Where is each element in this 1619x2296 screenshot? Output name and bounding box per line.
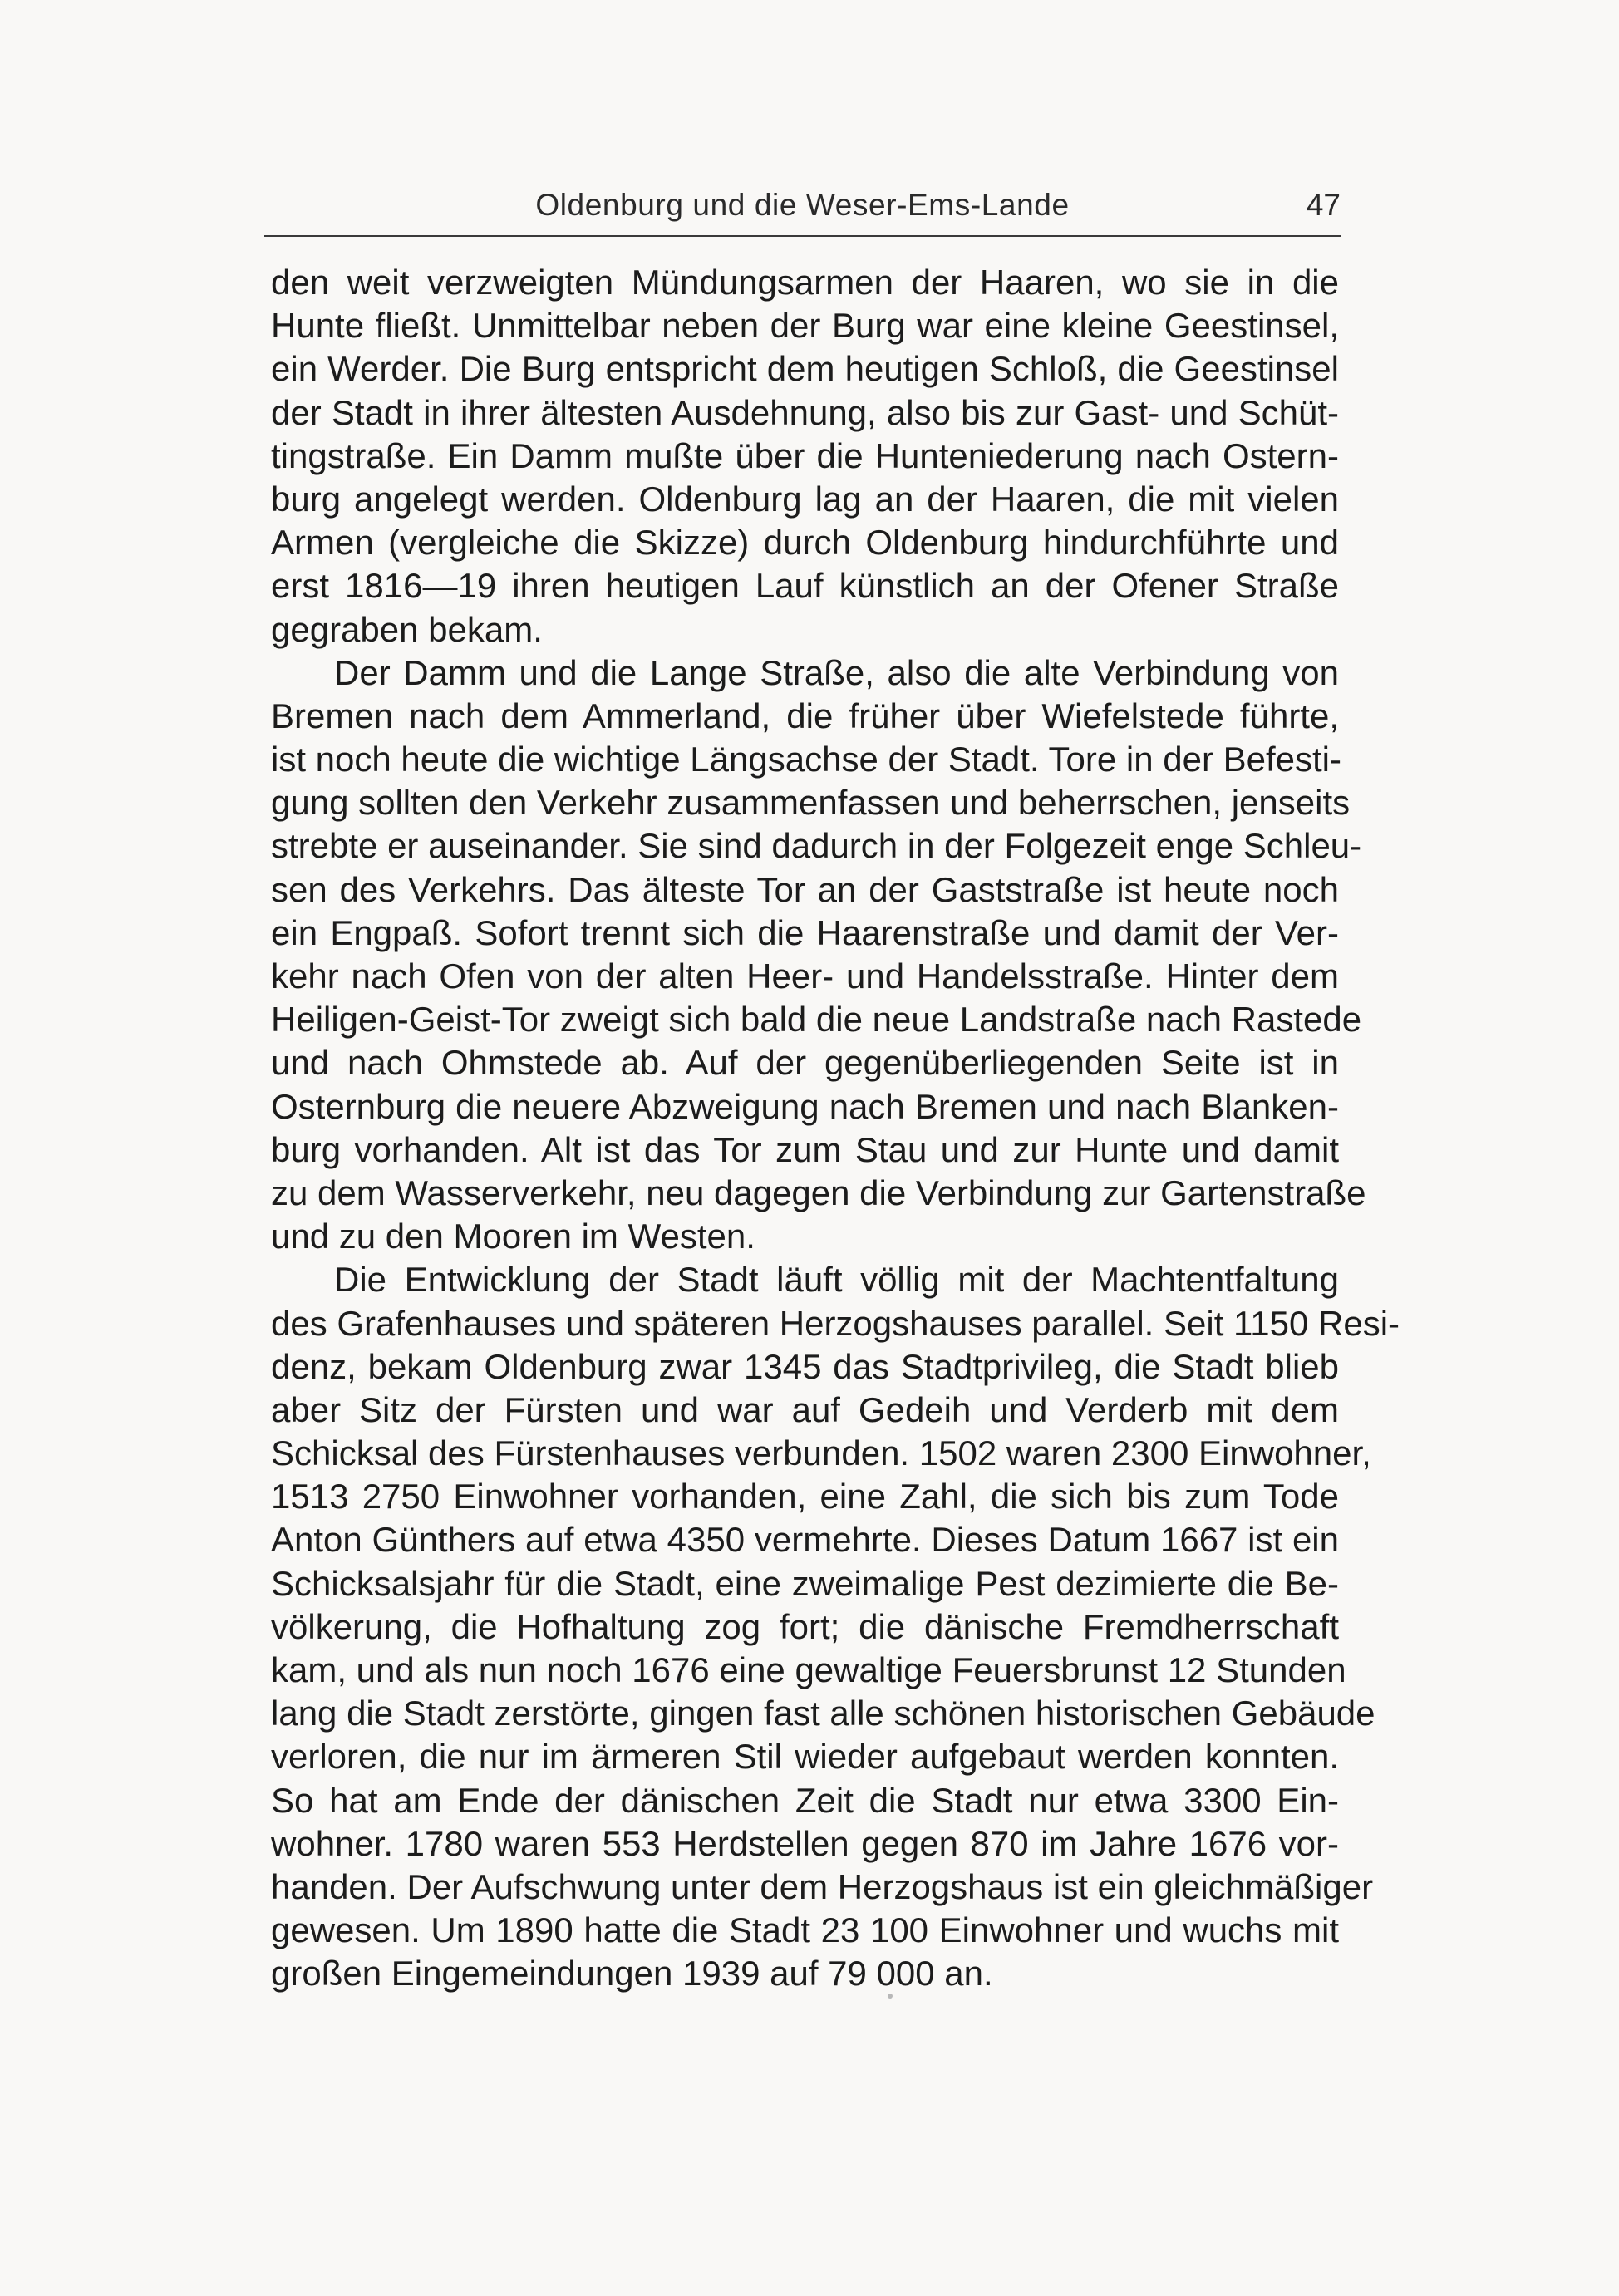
text-line: burg angelegt werden. Oldenburg lag an der Haaren, die mit vielen bbox=[271, 479, 1339, 519]
text-line: denz, bekam Oldenburg zwar 1345 das Stadtprivileg, die Stadt blieb bbox=[271, 1346, 1339, 1386]
text-line: Schicksalsjahr für die Stadt, eine zweimalige Pest dezimierte die Be- bbox=[271, 1563, 1339, 1603]
running-title: Oldenburg und die Weser-Ems-Lande bbox=[535, 188, 1070, 222]
text-line: erst 1816—19 ihren heutigen Lauf künstlich an der Ofener Straße bbox=[271, 566, 1339, 606]
text-line: gegraben bekam. bbox=[271, 609, 543, 649]
running-head bbox=[264, 186, 1341, 236]
text-line: verloren, die nur im ärmeren Stil wieder aufgebaut werden konnten. bbox=[271, 1737, 1339, 1777]
text-line: Bremen nach dem Ammerland, die früher über Wiefelstede führte, bbox=[271, 696, 1339, 735]
text-line: ein Engpaß. Sofort trennt sich die Haarenstraße und damit der Ver- bbox=[271, 912, 1339, 952]
text-line: wohner. 1780 waren 553 Herdstellen gegen 870 im Jahre 1676 vor- bbox=[271, 1823, 1339, 1863]
text-line: So hat am Ende der dänischen Zeit die Stadt nur etwa 3300 Ein- bbox=[271, 1780, 1339, 1820]
text-line: strebte er auseinander. Sie sind dadurch in der Folgezeit enge Schleu- bbox=[271, 826, 1362, 866]
text-line: gewesen. Um 1890 hatte die Stadt 23 100 Einwohner und wuchs mit bbox=[271, 1910, 1339, 1950]
text-line: den weit verzweigten Mündungsarmen der Haaren, wo sie in die bbox=[271, 263, 1339, 302]
text-line: ist noch heute die wichtige Längsachse der Stadt. Tore in der Befesti- bbox=[271, 740, 1341, 779]
text-line: burg vorhanden. Alt ist das Tor zum Stau und zur Hunte und damit bbox=[271, 1129, 1339, 1169]
text-line: großen Eingemeindungen 1939 auf 79 000 an. bbox=[271, 1954, 993, 1994]
text-line: kam, und als nun noch 1676 eine gewaltige Feuersbrunst 12 Stunden bbox=[271, 1650, 1346, 1689]
body-text bbox=[271, 261, 1400, 1996]
page-number: 47 bbox=[1306, 188, 1341, 222]
text-line: des Grafenhauses und späteren Herzogshauses parallel. Seit 1150 Resi- bbox=[271, 1303, 1400, 1343]
text-line: gung sollten den Verkehr zusammenfassen und beherrschen, jenseits bbox=[271, 783, 1351, 823]
text-line: Armen (vergleiche die Skizze) durch Oldenburg hindurchführte und bbox=[271, 523, 1339, 563]
text-line: Osternburg die neuere Abzweigung nach Bremen und nach Blanken- bbox=[271, 1086, 1339, 1126]
text-line: Die Entwicklung der Stadt läuft völlig mit der Machtentfaltung bbox=[334, 1260, 1339, 1300]
text-line: Heiligen-Geist-Tor zweigt sich bald die neue Landstraße nach Rastede bbox=[271, 1000, 1362, 1040]
text-line: tingstraße. Ein Damm mußte über die Hunteniederung nach Ostern- bbox=[271, 435, 1339, 475]
text-line: sen des Verkehrs. Das älteste Tor an der Gaststraße ist heute noch bbox=[271, 869, 1339, 909]
text-line: kehr nach Ofen von der alten Heer- und Handelsstraße. Hinter dem bbox=[271, 956, 1339, 996]
text-line: Der Damm und die Lange Straße, also die alte Verbindung von bbox=[334, 652, 1339, 692]
text-line: zu dem Wasserverkehr, neu dagegen die Verbindung zur Gartenstraße bbox=[271, 1173, 1366, 1212]
text-line: völkerung, die Hofhaltung zog fort; die dänische Fremdherrschaft bbox=[271, 1606, 1339, 1646]
text-line: handen. Der Aufschwung unter dem Herzogshaus ist ein gleichmäßiger bbox=[271, 1866, 1374, 1906]
text-line: der Stadt in ihrer ältesten Ausdehnung, also bis zur Gast- und Schüt- bbox=[271, 392, 1339, 432]
text-line: und nach Ohmstede ab. Auf der gegenüberliegenden Seite ist in bbox=[271, 1043, 1339, 1083]
print-speck bbox=[888, 1994, 893, 1999]
text-line: lang die Stadt zerstörte, gingen fast alle schönen historischen Gebäude bbox=[271, 1694, 1375, 1733]
text-line: Hunte fließt. Unmittelbar neben der Burg war eine kleine Geestinsel, bbox=[271, 306, 1339, 346]
text-line: Schicksal des Fürstenhauses verbunden. 1502 waren 2300 Einwohner, bbox=[271, 1433, 1371, 1473]
text-line: und zu den Mooren im Westen. bbox=[271, 1217, 755, 1256]
header-rule bbox=[264, 235, 1341, 237]
text-line: 1513 2750 Einwohner vorhanden, eine Zahl, die sich bis zum Tode bbox=[271, 1477, 1339, 1517]
text-line: ein Werder. Die Burg entspricht dem heutigen Schloß, die Geestinsel bbox=[271, 349, 1339, 389]
text-line: aber Sitz der Fürsten und war auf Gedeih und Verderb mit dem bbox=[271, 1389, 1339, 1429]
text-line: Anton Günthers auf etwa 4350 vermehrte. Dieses Datum 1667 ist ein bbox=[271, 1520, 1339, 1560]
